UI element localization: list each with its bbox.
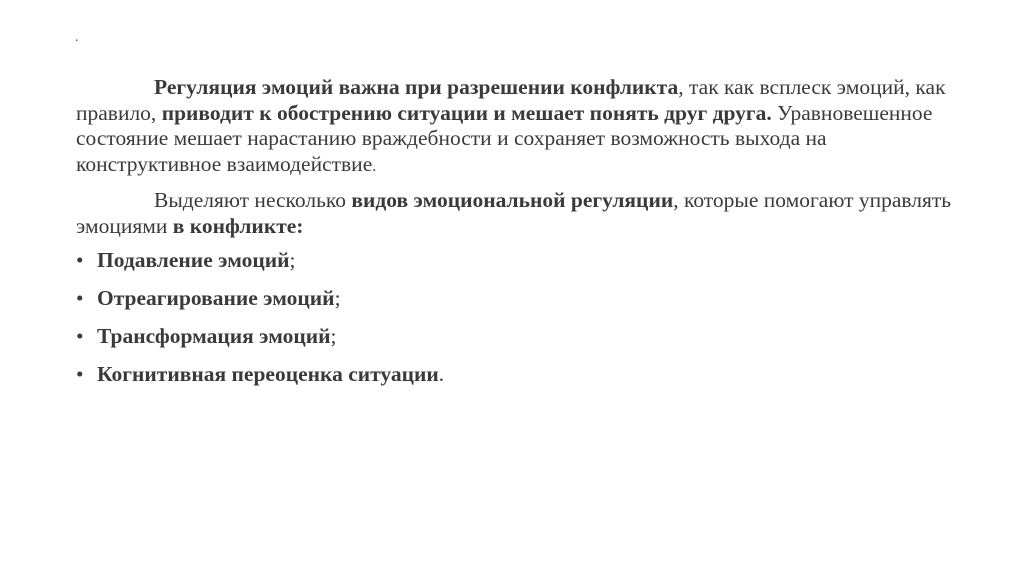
slide-content	[76, 75, 956, 400]
paragraph2-bold-1: видов эмоциональной регуляции	[351, 188, 674, 212]
corner-mark: .	[75, 30, 79, 45]
bullet-icon: •	[76, 286, 84, 310]
list-item-end: .	[438, 362, 445, 386]
paragraph1-end: .	[372, 157, 377, 175]
list-item-label: Когнитивная переоценка ситуации	[97, 362, 439, 386]
paragraph-regulation-types	[76, 188, 956, 239]
regulation-types-list	[76, 248, 956, 388]
list-item-label: Трансформация эмоций	[97, 324, 331, 348]
list-item-label: Отреагирование эмоций	[97, 286, 335, 310]
bullet-icon: •	[76, 362, 84, 386]
paragraph1-bold-2: приводит к обострению ситуации и мешает понять друг друга.	[161, 100, 772, 125]
list-item	[76, 362, 956, 388]
paragraph-emotion-regulation	[76, 75, 956, 179]
list-item-end: ;	[289, 248, 296, 272]
list-item	[76, 248, 956, 274]
paragraph2-text-2: , которые помогают управлять эмоциями	[76, 188, 952, 238]
bullet-icon: •	[76, 324, 84, 348]
list-item-end: ;	[334, 286, 341, 310]
paragraph2-text-1: Выделяют несколько	[154, 188, 352, 212]
list-item-label: Подавление эмоций	[97, 248, 290, 272]
paragraph2-bold-2: в конфликте:	[172, 213, 304, 238]
bullet-icon: •	[76, 248, 84, 272]
list-item-end: ;	[330, 324, 337, 348]
list-item	[76, 286, 956, 312]
list-item	[76, 324, 956, 350]
paragraph1-text-1: , так как всплеск эмоций, как правило,	[76, 75, 946, 125]
paragraph1-bold-1: Регуляция эмоций важна при разрешении конфликта	[154, 75, 679, 99]
paragraph1-text-2: Уравновешенное состояние мешает нарастанию враждебности и сохраняет возможность выхода на конструктивное взаимодействие	[76, 100, 933, 176]
